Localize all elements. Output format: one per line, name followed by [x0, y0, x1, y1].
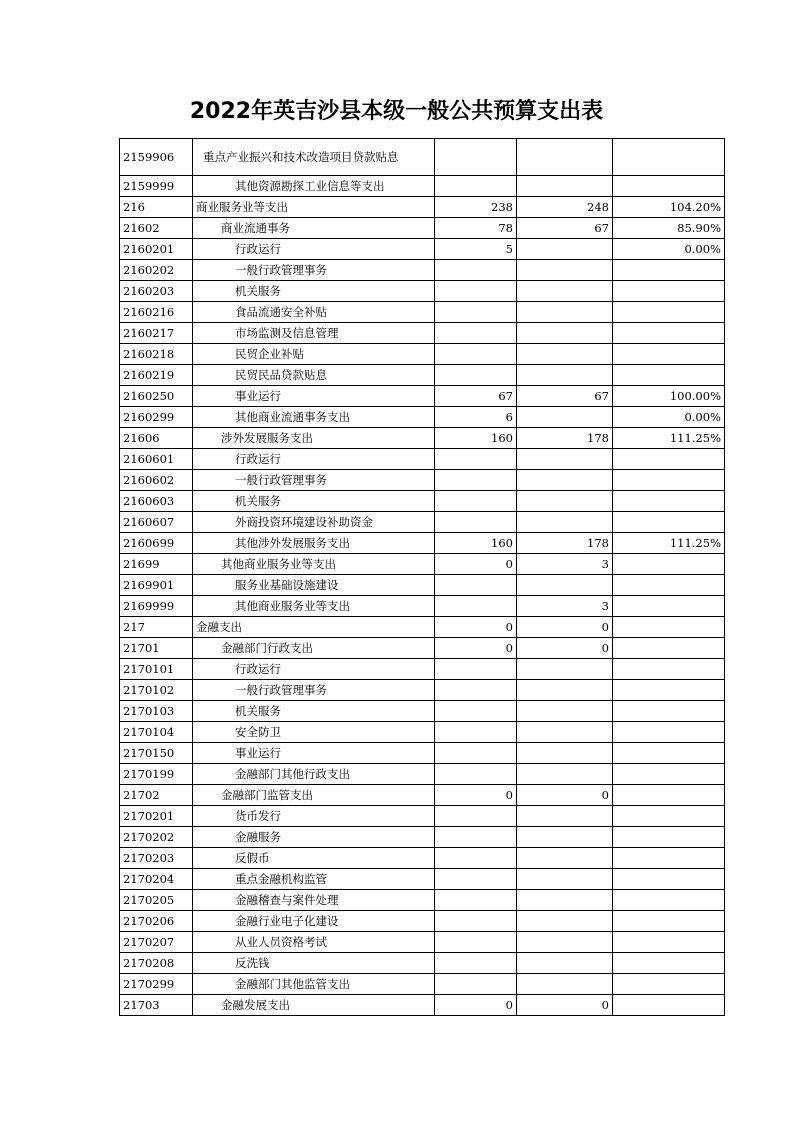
table-row: [120, 848, 725, 869]
actual-value-cell: [517, 848, 613, 869]
percent-cell: [613, 491, 725, 512]
percent-cell: 0.00%: [613, 239, 725, 260]
percent-cell: [613, 953, 725, 974]
actual-value-cell: [517, 575, 613, 596]
account-name-cell: 从业人员资格考试: [193, 932, 435, 953]
account-code-cell: 2170103: [120, 701, 193, 722]
account-name-cell: 一般行政管理事务: [193, 680, 435, 701]
account-name-cell: 其他涉外发展服务支出: [193, 533, 435, 554]
percent-cell: [613, 848, 725, 869]
account-name-cell: 食品流通安全补贴: [193, 302, 435, 323]
table-row: [120, 638, 725, 659]
account-code-cell: 2159999: [120, 176, 193, 197]
budget-value-cell: [435, 491, 517, 512]
actual-value-cell: [517, 512, 613, 533]
account-code-cell: 2170202: [120, 827, 193, 848]
table-row: [120, 218, 725, 239]
account-code-cell: 2170206: [120, 911, 193, 932]
actual-value-cell: [517, 974, 613, 995]
budget-value-cell: 0: [435, 617, 517, 638]
table-row: [120, 722, 725, 743]
account-code-cell: 2160602: [120, 470, 193, 491]
budget-value-cell: [435, 869, 517, 890]
actual-value-cell: [517, 869, 613, 890]
actual-value-cell: 248: [517, 197, 613, 218]
budget-value-cell: [435, 932, 517, 953]
percent-cell: [613, 139, 725, 176]
actual-value-cell: 0: [517, 638, 613, 659]
account-name-cell: 其他资源勘探工业信息等支出: [193, 176, 435, 197]
account-code-cell: 2160218: [120, 344, 193, 365]
table-row: [120, 764, 725, 785]
account-name-cell: 外商投资环境建设补助资金: [193, 512, 435, 533]
budget-value-cell: 238: [435, 197, 517, 218]
budget-value-cell: [435, 890, 517, 911]
account-name-cell: 重点金融机构监管: [193, 869, 435, 890]
table-row: [120, 680, 725, 701]
percent-cell: [613, 554, 725, 575]
actual-value-cell: 0: [517, 785, 613, 806]
actual-value-cell: [517, 139, 613, 176]
table-row: [120, 470, 725, 491]
account-code-cell: 21701: [120, 638, 193, 659]
percent-cell: [613, 575, 725, 596]
account-code-cell: 21606: [120, 428, 193, 449]
account-code-cell: 2160219: [120, 365, 193, 386]
account-code-cell: 2170203: [120, 848, 193, 869]
account-code-cell: 217: [120, 617, 193, 638]
account-name-cell: 反假币: [193, 848, 435, 869]
percent-cell: 111.25%: [613, 428, 725, 449]
budget-value-cell: 160: [435, 428, 517, 449]
budget-value-cell: [435, 764, 517, 785]
actual-value-cell: [517, 491, 613, 512]
percent-cell: [613, 638, 725, 659]
budget-value-cell: 160: [435, 533, 517, 554]
actual-value-cell: [517, 827, 613, 848]
table-row: [120, 596, 725, 617]
percent-cell: [613, 260, 725, 281]
percent-cell: 0.00%: [613, 407, 725, 428]
actual-value-cell: [517, 911, 613, 932]
account-code-cell: 2170150: [120, 743, 193, 764]
table-row: [120, 827, 725, 848]
account-code-cell: 2160299: [120, 407, 193, 428]
table-row: [120, 911, 725, 932]
account-code-cell: 2170299: [120, 974, 193, 995]
table-row: [120, 953, 725, 974]
budget-value-cell: [435, 575, 517, 596]
table-row: [120, 974, 725, 995]
table-row: [120, 932, 725, 953]
account-code-cell: 2160217: [120, 323, 193, 344]
account-code-cell: 21602: [120, 218, 193, 239]
account-name-cell: 行政运行: [193, 659, 435, 680]
page-title: 2022年英吉沙县本级一般公共预算支出表: [189, 99, 604, 124]
actual-value-cell: [517, 407, 613, 428]
table-row: [120, 344, 725, 365]
account-code-cell: 2169999: [120, 596, 193, 617]
account-name-cell: 涉外发展服务支出: [193, 428, 435, 449]
actual-value-cell: [517, 281, 613, 302]
percent-cell: [613, 617, 725, 638]
account-name-cell: 金融部门其他行政支出: [193, 764, 435, 785]
account-name-cell: 金融行业电子化建设: [193, 911, 435, 932]
table-row: [120, 302, 725, 323]
actual-value-cell: 178: [517, 533, 613, 554]
budget-value-cell: [435, 974, 517, 995]
budget-value-cell: 0: [435, 995, 517, 1016]
account-code-cell: 2160601: [120, 449, 193, 470]
budget-value-cell: [435, 722, 517, 743]
table-row: [120, 701, 725, 722]
table-row: [120, 260, 725, 281]
table-row: [120, 785, 725, 806]
account-name-cell: 其他商业服务业等支出: [193, 554, 435, 575]
account-name-cell: 一般行政管理事务: [193, 260, 435, 281]
actual-value-cell: [517, 344, 613, 365]
table-row: [120, 743, 725, 764]
account-name-cell: 金融部门监管支出: [193, 785, 435, 806]
account-code-cell: 2160201: [120, 239, 193, 260]
account-name-cell: 商业服务业等支出: [193, 197, 435, 218]
account-name-cell: 商业流通事务: [193, 218, 435, 239]
table-row: [120, 995, 725, 1016]
account-code-cell: 216: [120, 197, 193, 218]
account-code-cell: 2160603: [120, 491, 193, 512]
account-name-cell: 其他商业服务业等支出: [193, 596, 435, 617]
budget-value-cell: 6: [435, 407, 517, 428]
table-row: [120, 197, 725, 218]
account-code-cell: 2160202: [120, 260, 193, 281]
account-name-cell: 机关服务: [193, 281, 435, 302]
budget-value-cell: [435, 848, 517, 869]
percent-cell: [613, 365, 725, 386]
table-row: [120, 575, 725, 596]
table-row: [120, 869, 725, 890]
budget-value-cell: [435, 344, 517, 365]
account-code-cell: 21699: [120, 554, 193, 575]
budget-value-cell: [435, 176, 517, 197]
percent-cell: [613, 680, 725, 701]
actual-value-cell: 3: [517, 596, 613, 617]
actual-value-cell: [517, 680, 613, 701]
table-row: [120, 806, 725, 827]
account-code-cell: 2170104: [120, 722, 193, 743]
account-code-cell: 2170207: [120, 932, 193, 953]
account-code-cell: 2170208: [120, 953, 193, 974]
account-name-cell: 金融支出: [193, 617, 435, 638]
table-row: [120, 365, 725, 386]
actual-value-cell: [517, 764, 613, 785]
account-code-cell: 2170199: [120, 764, 193, 785]
account-code-cell: 2160699: [120, 533, 193, 554]
table-row: [120, 386, 725, 407]
account-name-cell: 机关服务: [193, 491, 435, 512]
percent-cell: [613, 701, 725, 722]
account-code-cell: 2169901: [120, 575, 193, 596]
budget-value-cell: [435, 743, 517, 764]
account-name-cell: 金融部门其他监管支出: [193, 974, 435, 995]
account-code-cell: 2170205: [120, 890, 193, 911]
actual-value-cell: [517, 932, 613, 953]
actual-value-cell: 67: [517, 386, 613, 407]
actual-value-cell: [517, 722, 613, 743]
account-code-cell: 2160203: [120, 281, 193, 302]
budget-value-cell: [435, 596, 517, 617]
percent-cell: [613, 449, 725, 470]
budget-value-cell: 78: [435, 218, 517, 239]
percent-cell: [613, 470, 725, 491]
actual-value-cell: [517, 260, 613, 281]
account-name-cell: 金融部门行政支出: [193, 638, 435, 659]
percent-cell: [613, 743, 725, 764]
percent-cell: [613, 659, 725, 680]
budget-value-cell: [435, 302, 517, 323]
account-code-cell: 2160607: [120, 512, 193, 533]
table-row: [120, 176, 725, 197]
actual-value-cell: [517, 239, 613, 260]
budget-value-cell: [435, 701, 517, 722]
table-row: [120, 239, 725, 260]
percent-cell: [613, 890, 725, 911]
percent-cell: [613, 323, 725, 344]
budget-value-cell: [435, 659, 517, 680]
percent-cell: 104.20%: [613, 197, 725, 218]
percent-cell: [613, 302, 725, 323]
percent-cell: [613, 344, 725, 365]
budget-value-cell: [435, 953, 517, 974]
actual-value-cell: 67: [517, 218, 613, 239]
percent-cell: [613, 722, 725, 743]
table-row: [120, 139, 725, 176]
budget-value-cell: 5: [435, 239, 517, 260]
actual-value-cell: [517, 743, 613, 764]
account-code-cell: 2170204: [120, 869, 193, 890]
account-code-cell: 21702: [120, 785, 193, 806]
account-name-cell: 机关服务: [193, 701, 435, 722]
actual-value-cell: [517, 890, 613, 911]
table-row: [120, 890, 725, 911]
percent-cell: [613, 932, 725, 953]
actual-value-cell: 178: [517, 428, 613, 449]
budget-value-cell: 67: [435, 386, 517, 407]
budget-value-cell: [435, 449, 517, 470]
account-name-cell: 反洗钱: [193, 953, 435, 974]
actual-value-cell: 3: [517, 554, 613, 575]
account-name-cell: 金融服务: [193, 827, 435, 848]
percent-cell: [613, 869, 725, 890]
percent-cell: [613, 785, 725, 806]
percent-cell: 85.90%: [613, 218, 725, 239]
account-code-cell: 21703: [120, 995, 193, 1016]
budget-value-cell: [435, 281, 517, 302]
table-row: [120, 554, 725, 575]
actual-value-cell: [517, 701, 613, 722]
table-row: [120, 407, 725, 428]
account-name-cell: 其他商业流通事务支出: [193, 407, 435, 428]
budget-table-body: [120, 139, 725, 1016]
actual-value-cell: [517, 302, 613, 323]
percent-cell: [613, 596, 725, 617]
budget-value-cell: 0: [435, 785, 517, 806]
account-name-cell: 市场监测及信息管理: [193, 323, 435, 344]
account-name-cell: 金融稽查与案件处理: [193, 890, 435, 911]
account-code-cell: 2170102: [120, 680, 193, 701]
actual-value-cell: [517, 470, 613, 491]
percent-cell: [613, 806, 725, 827]
table-row: [120, 449, 725, 470]
budget-value-cell: 0: [435, 554, 517, 575]
account-name-cell: 民贸民品贷款贴息: [193, 365, 435, 386]
budget-value-cell: [435, 827, 517, 848]
table-row: [120, 533, 725, 554]
table-row: [120, 428, 725, 449]
account-name-cell: 金融发展支出: [193, 995, 435, 1016]
budget-value-cell: [435, 512, 517, 533]
account-name-cell: 事业运行: [193, 386, 435, 407]
account-name-cell: 事业运行: [193, 743, 435, 764]
account-name-cell: 安全防卫: [193, 722, 435, 743]
table-row: [120, 617, 725, 638]
account-name-cell: 重点产业振兴和技术改造项目贷款贴息: [193, 139, 435, 176]
account-code-cell: 2170101: [120, 659, 193, 680]
actual-value-cell: 0: [517, 617, 613, 638]
percent-cell: [613, 827, 725, 848]
actual-value-cell: [517, 323, 613, 344]
percent-cell: [613, 281, 725, 302]
account-name-cell: 行政运行: [193, 239, 435, 260]
account-name-cell: 货币发行: [193, 806, 435, 827]
budget-value-cell: [435, 323, 517, 344]
budget-value-cell: 0: [435, 638, 517, 659]
account-code-cell: 2160216: [120, 302, 193, 323]
actual-value-cell: [517, 176, 613, 197]
account-code-cell: 2159906: [120, 139, 193, 176]
budget-value-cell: [435, 260, 517, 281]
percent-cell: [613, 974, 725, 995]
percent-cell: [613, 176, 725, 197]
table-row: [120, 491, 725, 512]
table-row: [120, 281, 725, 302]
budget-value-cell: [435, 470, 517, 491]
budget-value-cell: [435, 806, 517, 827]
account-name-cell: 一般行政管理事务: [193, 470, 435, 491]
actual-value-cell: [517, 449, 613, 470]
percent-cell: [613, 911, 725, 932]
actual-value-cell: [517, 365, 613, 386]
table-row: [120, 512, 725, 533]
table-row: [120, 659, 725, 680]
account-code-cell: 2170201: [120, 806, 193, 827]
actual-value-cell: [517, 953, 613, 974]
actual-value-cell: 0: [517, 995, 613, 1016]
actual-value-cell: [517, 806, 613, 827]
budget-value-cell: [435, 139, 517, 176]
percent-cell: 111.25%: [613, 533, 725, 554]
account-name-cell: 服务业基础设施建设: [193, 575, 435, 596]
percent-cell: [613, 512, 725, 533]
budget-value-cell: [435, 911, 517, 932]
percent-cell: [613, 764, 725, 785]
table-row: [120, 323, 725, 344]
account-name-cell: 行政运行: [193, 449, 435, 470]
percent-cell: 100.00%: [613, 386, 725, 407]
percent-cell: [613, 995, 725, 1016]
budget-table: [119, 138, 725, 1016]
account-name-cell: 民贸企业补贴: [193, 344, 435, 365]
account-code-cell: 2160250: [120, 386, 193, 407]
budget-value-cell: [435, 680, 517, 701]
actual-value-cell: [517, 659, 613, 680]
budget-value-cell: [435, 365, 517, 386]
